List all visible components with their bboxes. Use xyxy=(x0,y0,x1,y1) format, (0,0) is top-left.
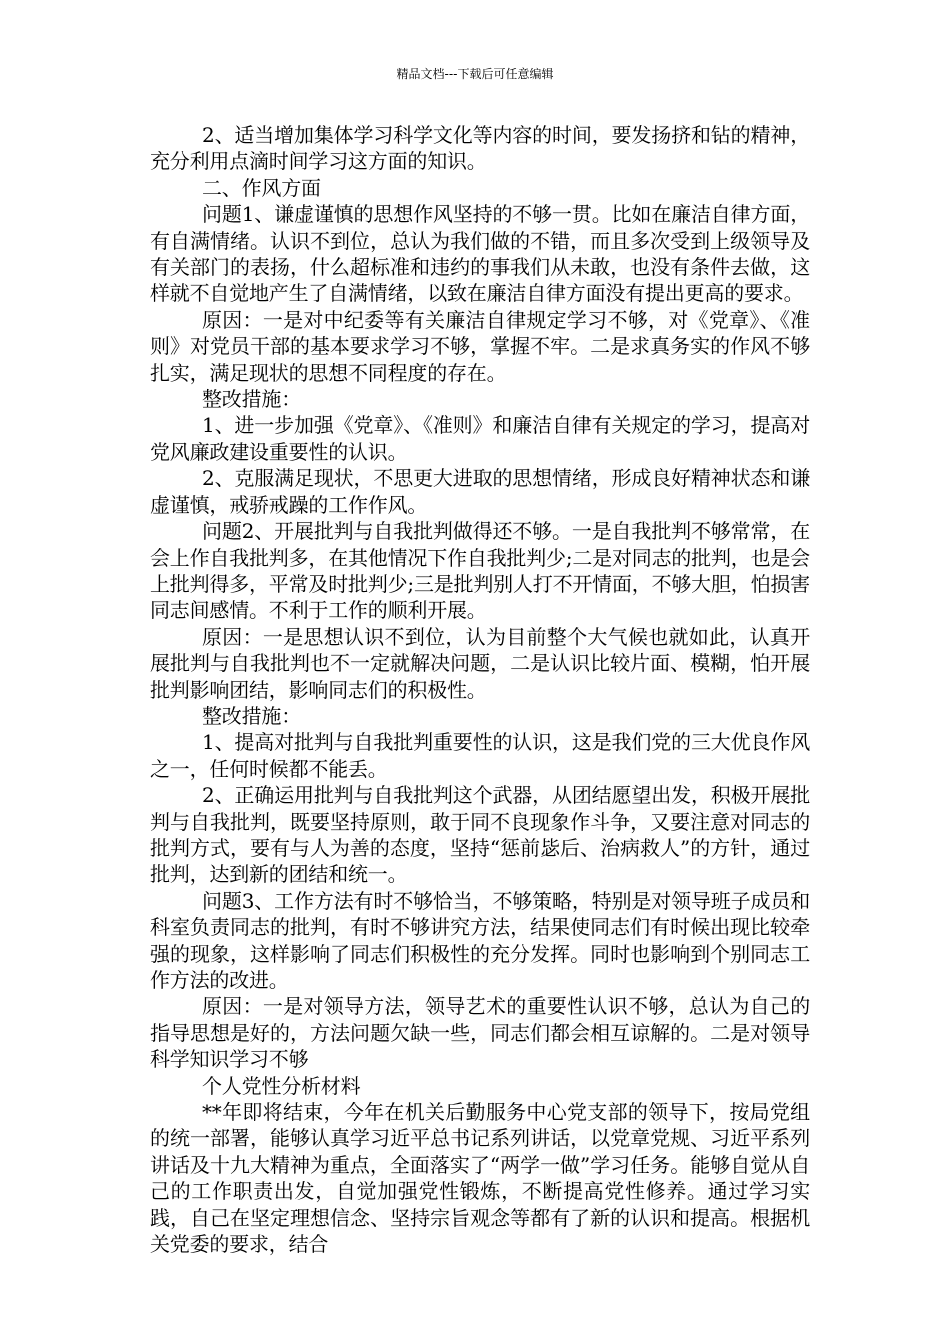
section-heading-work-style: 二、作风方面 xyxy=(202,175,321,200)
paragraph-problem-1: 问题1、谦虚谨慎的思想作风坚持的不够一贯。比如在廉洁自律方面，有自满情绪。认识不到位，总认为我们做的不错，而且多次受到上级领导及有关部门的表扬，什么超标准和违约的事我们从未敢，也没有条件去做，这样就不自觉地产生了自满情绪，以致在廉洁自律方面没有提出更高的要求。 xyxy=(150,202,810,306)
paragraph-study-time: 2、适当增加集体学习科学文化等内容的时间，要发扬挤和钻的精神，充分利用点滴时间学习这方面的知识。 xyxy=(150,123,810,174)
paragraph-cause-3: 原因：一是对领导方法，领导艺术的重要性认识不够，总认为自己的指导思想是好的，方法问题欠缺一些，同志们都会相互谅解的。二是对领导科学知识学习不够 xyxy=(150,994,810,1072)
paragraph-measure-1-2: 2、克服满足现状，不思更大进取的思想情绪，形成良好精神状态和谦虚谨慎，戒骄戒躁的工作作风。 xyxy=(150,466,810,517)
page-header: 精品文档---下载后可任意编辑 xyxy=(396,67,554,81)
paragraph-measure-2-1: 1、提高对批判与自我批判重要性的认识，这是我们党的三大优良作风之一，任何时候都不能丢。 xyxy=(150,730,810,781)
paragraph-measure-2-2: 2、正确运用批判与自我批判这个武器，从团结愿望出发，积极开展批判与自我批判，既要坚持原则，敢于同不良现象作斗争，又要注意对同志的批判方式，要有与人为善的态度，坚持“惩前毖后、治病救人”的方针，通过批判，达到新的团结和统一。 xyxy=(150,783,810,887)
paragraph-cause-2: 原因：一是思想认识不到位，认为目前整个大气候也就如此，认真开展批判与自我批判也不一定就解决问题，二是认识比较片面、模糊，怕开展批判影响团结，影响同志们的积极性。 xyxy=(150,624,810,702)
paragraph-cause-1: 原因：一是对中纪委等有关廉洁自律规定学习不够，对《党章》、《准则》对党员干部的基本要求学习不够，掌握不牢。二是求真务实的作风不够扎实，满足现状的思想不同程度的存在。 xyxy=(150,307,810,385)
paragraph-party-analysis-intro: **年即将结束，今年在机关后勤服务中心党支部的领导下，按局党组的统一部署，能够认真学习近平总书记系列讲话，以党章党规、习近平系列讲话及十九大精神为重点，全面落实了“两学一做”学习任务。能够自觉从自己的工作职责出发，自觉加强党性锻炼，不断提高党性修养。通过学习实践，自己在坚定理想信念、坚持宗旨观念等都有了新的认识和提高。根据机关党委的要求，结合 xyxy=(150,1100,810,1257)
section-heading-party-analysis: 个人党性分析材料 xyxy=(202,1073,361,1098)
paragraph-measures-heading-1: 整改措施： xyxy=(202,387,301,412)
paragraph-problem-3: 问题3、工作方法有时不够恰当，不够策略，特别是对领导班子成员和科室负责同志的批判，有时不够讲究方法，结果使同志们有时候出现比较牵强的现象，这样影响了同志们积极性的充分发挥。同时也影响到个别同志工作方法的改进。 xyxy=(150,888,810,992)
paragraph-measures-heading-2: 整改措施： xyxy=(202,703,301,728)
document-body xyxy=(150,122,810,1257)
paragraph-measure-1-1: 1、进一步加强《党章》、《准则》和廉洁自律有关规定的学习，提高对党风廉政建设重要性的认识。 xyxy=(150,413,810,464)
paragraph-problem-2: 问题2、开展批判与自我批判做得还不够。一是自我批判不够常常，在会上作自我批判多，在其他情况下作自我批判少;二是对同志的批判，也是会上批判得多，平常及时批判少;三是批判别人打不开情面，不够大胆，怕损害同志间感情。不利于工作的顺利开展。 xyxy=(150,519,810,623)
